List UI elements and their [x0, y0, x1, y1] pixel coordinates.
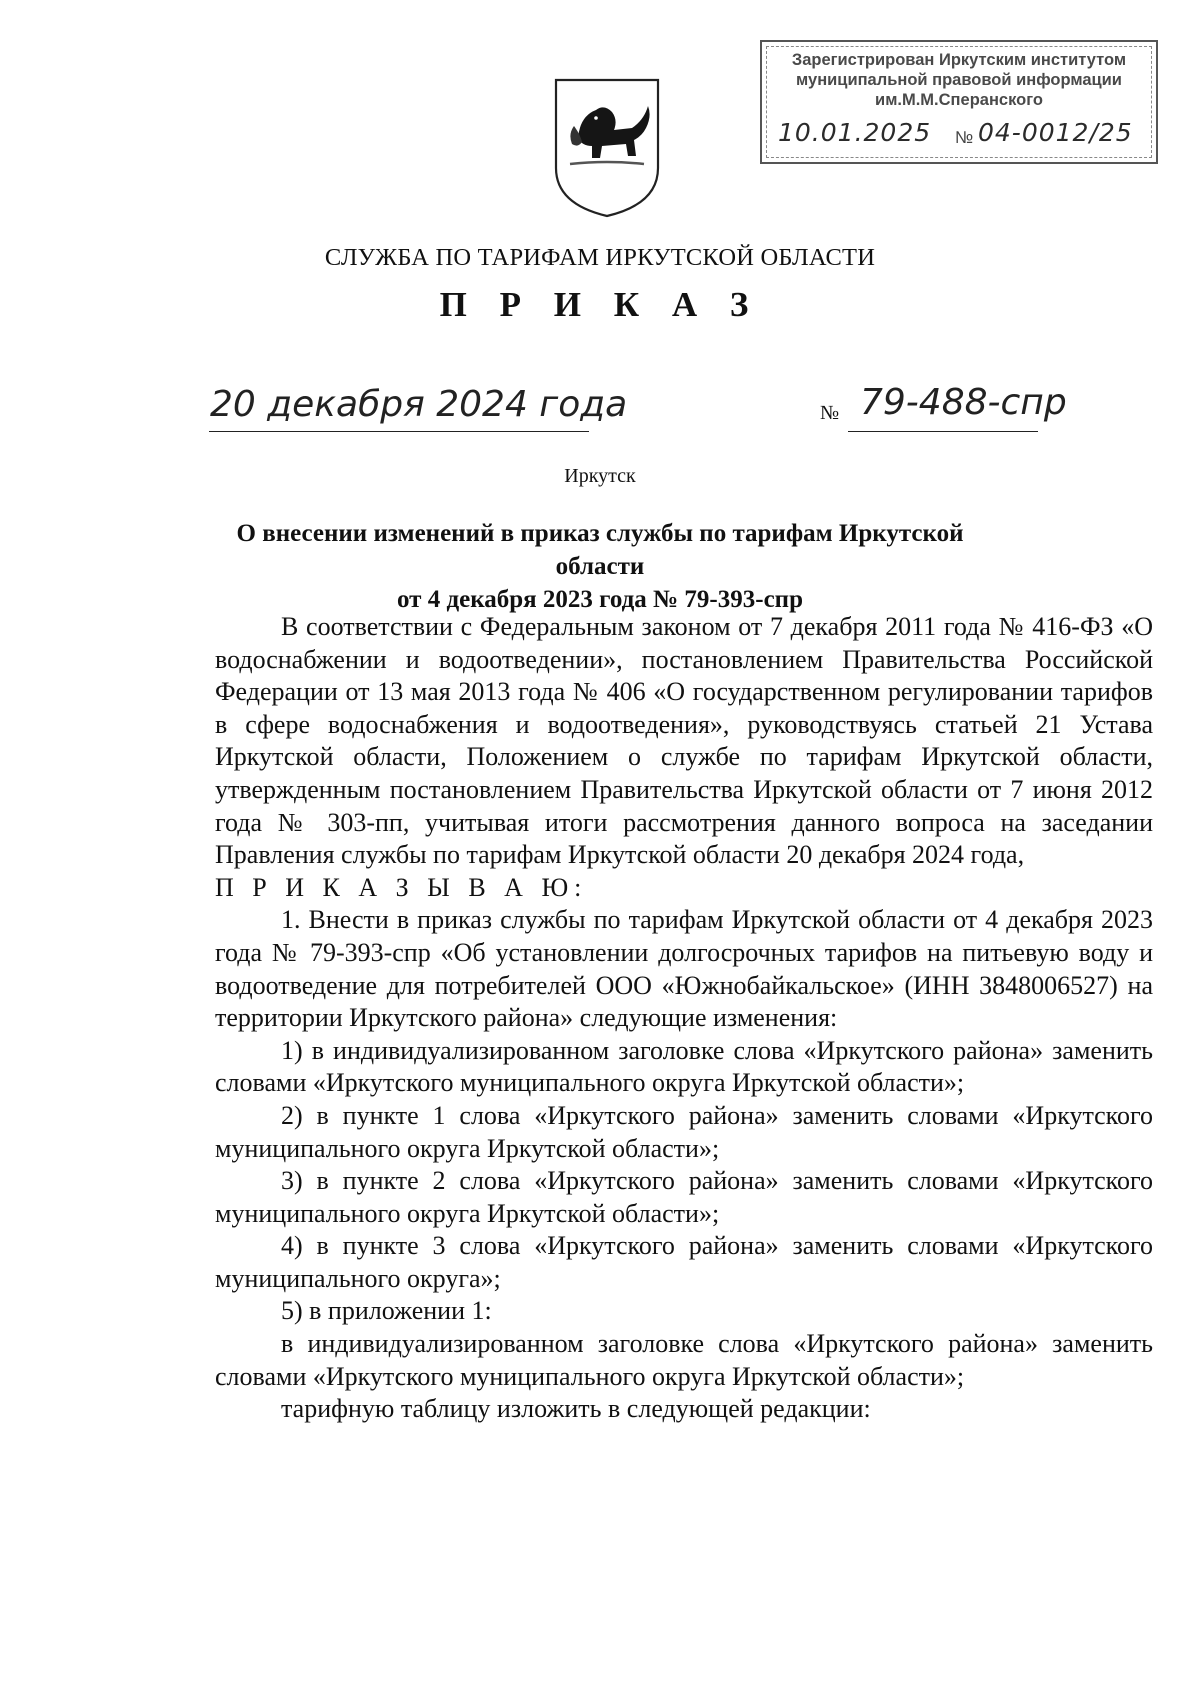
- order-number: 79-488-спр: [860, 382, 1067, 423]
- agency-name: СЛУЖБА ПО ТАРИФАМ ИРКУТСКОЙ ОБЛАСТИ: [324, 244, 876, 271]
- number-underline: [848, 431, 1038, 432]
- subitem-5-heading-change: в индивидуализированном заголовке слова «Иркутского района» заменить словами «Иркутского муниципального округа Иркутской области»;: [215, 1329, 1153, 1391]
- stamp-number-label: №: [955, 128, 974, 147]
- subitem-5: 5) в приложении 1:: [281, 1296, 492, 1326]
- stamp-line-1: Зарегистрирован Иркутским институтом: [791, 51, 1127, 69]
- subitem-4: 4) в пункте 3 слова «Иркутского района» заменить словами «Иркутского муниципального округа»;: [215, 1231, 1153, 1293]
- coat-of-arms-emblem: [552, 76, 662, 220]
- date-underline: [209, 431, 589, 432]
- number-sign: №: [820, 402, 840, 424]
- item-1-paragraph: 1. Внести в приказ службы по тарифам Иркутской области от 4 декабря 2023 года № 79-393-спр «Об установлении долгосрочных тарифов на питьевую воду и водоотведение для потребителей ООО «Южнобайкальское» (ИНН 3848006527) на территории Иркутского района» следующие изменения:: [215, 905, 1153, 1033]
- order-word: П Р И К А З Ы В А Ю:: [215, 872, 588, 902]
- registration-stamp: [760, 40, 1158, 164]
- stamp-date: 10.01.2025: [778, 118, 932, 147]
- subitem-2: 2) в пункте 1 слова «Иркутского района» заменить словами «Иркутского муниципального округа Иркутской области»;: [215, 1100, 1153, 1163]
- document-body: [215, 611, 1153, 1426]
- subitem-3: 3) в пункте 2 слова «Иркутского района» заменить словами «Иркутского муниципального округа Иркутской области»;: [215, 1166, 1153, 1228]
- subitem-5-table-change: тарифную таблицу изложить в следующей редакции:: [281, 1394, 871, 1424]
- title-line-2: от 4 декабря 2023 года № 79-393-спр: [397, 586, 803, 613]
- stamp-line-2: муниципальной правовой информации: [796, 71, 1122, 89]
- order-date: 20 декабря 2024 года: [210, 384, 628, 425]
- stamp-number: 04-0012/25: [978, 118, 1133, 147]
- subitem-1: 1) в индивидуализированном заголовке слова «Иркутского района» заменить словами «Иркутского муниципального округа Иркутской области»;: [215, 1035, 1153, 1098]
- document-type: П Р И К А З: [439, 285, 761, 324]
- document-title: [200, 517, 1000, 616]
- city-name: Иркутск: [564, 465, 636, 487]
- title-line-1: О внесении изменений в приказ службы по тарифам Иркутской области: [236, 520, 964, 580]
- preamble-paragraph: В соответствии с Федеральным законом от 7 декабря 2011 года № 416-ФЗ «О водоснабжении и водоотведении», постановлением Правительства Российской Федерации от 13 мая 2013 года № 406 «О государственном регулировании тарифов в сфере водоснабжения и водоотведения», руководствуясь статьей 21 Устава Иркутской области, Положением о службе по тарифам Иркутской области, утвержденным постановлением Правительства Иркутской области от 7 июня 2012 года № 303-пп, учитывая итоги рассмотрения данного вопроса на заседании Правления службы по тарифам Иркутской области 20 декабря 2024 года,: [215, 612, 1153, 870]
- stamp-line-3: им.М.М.Сперанского: [875, 91, 1043, 109]
